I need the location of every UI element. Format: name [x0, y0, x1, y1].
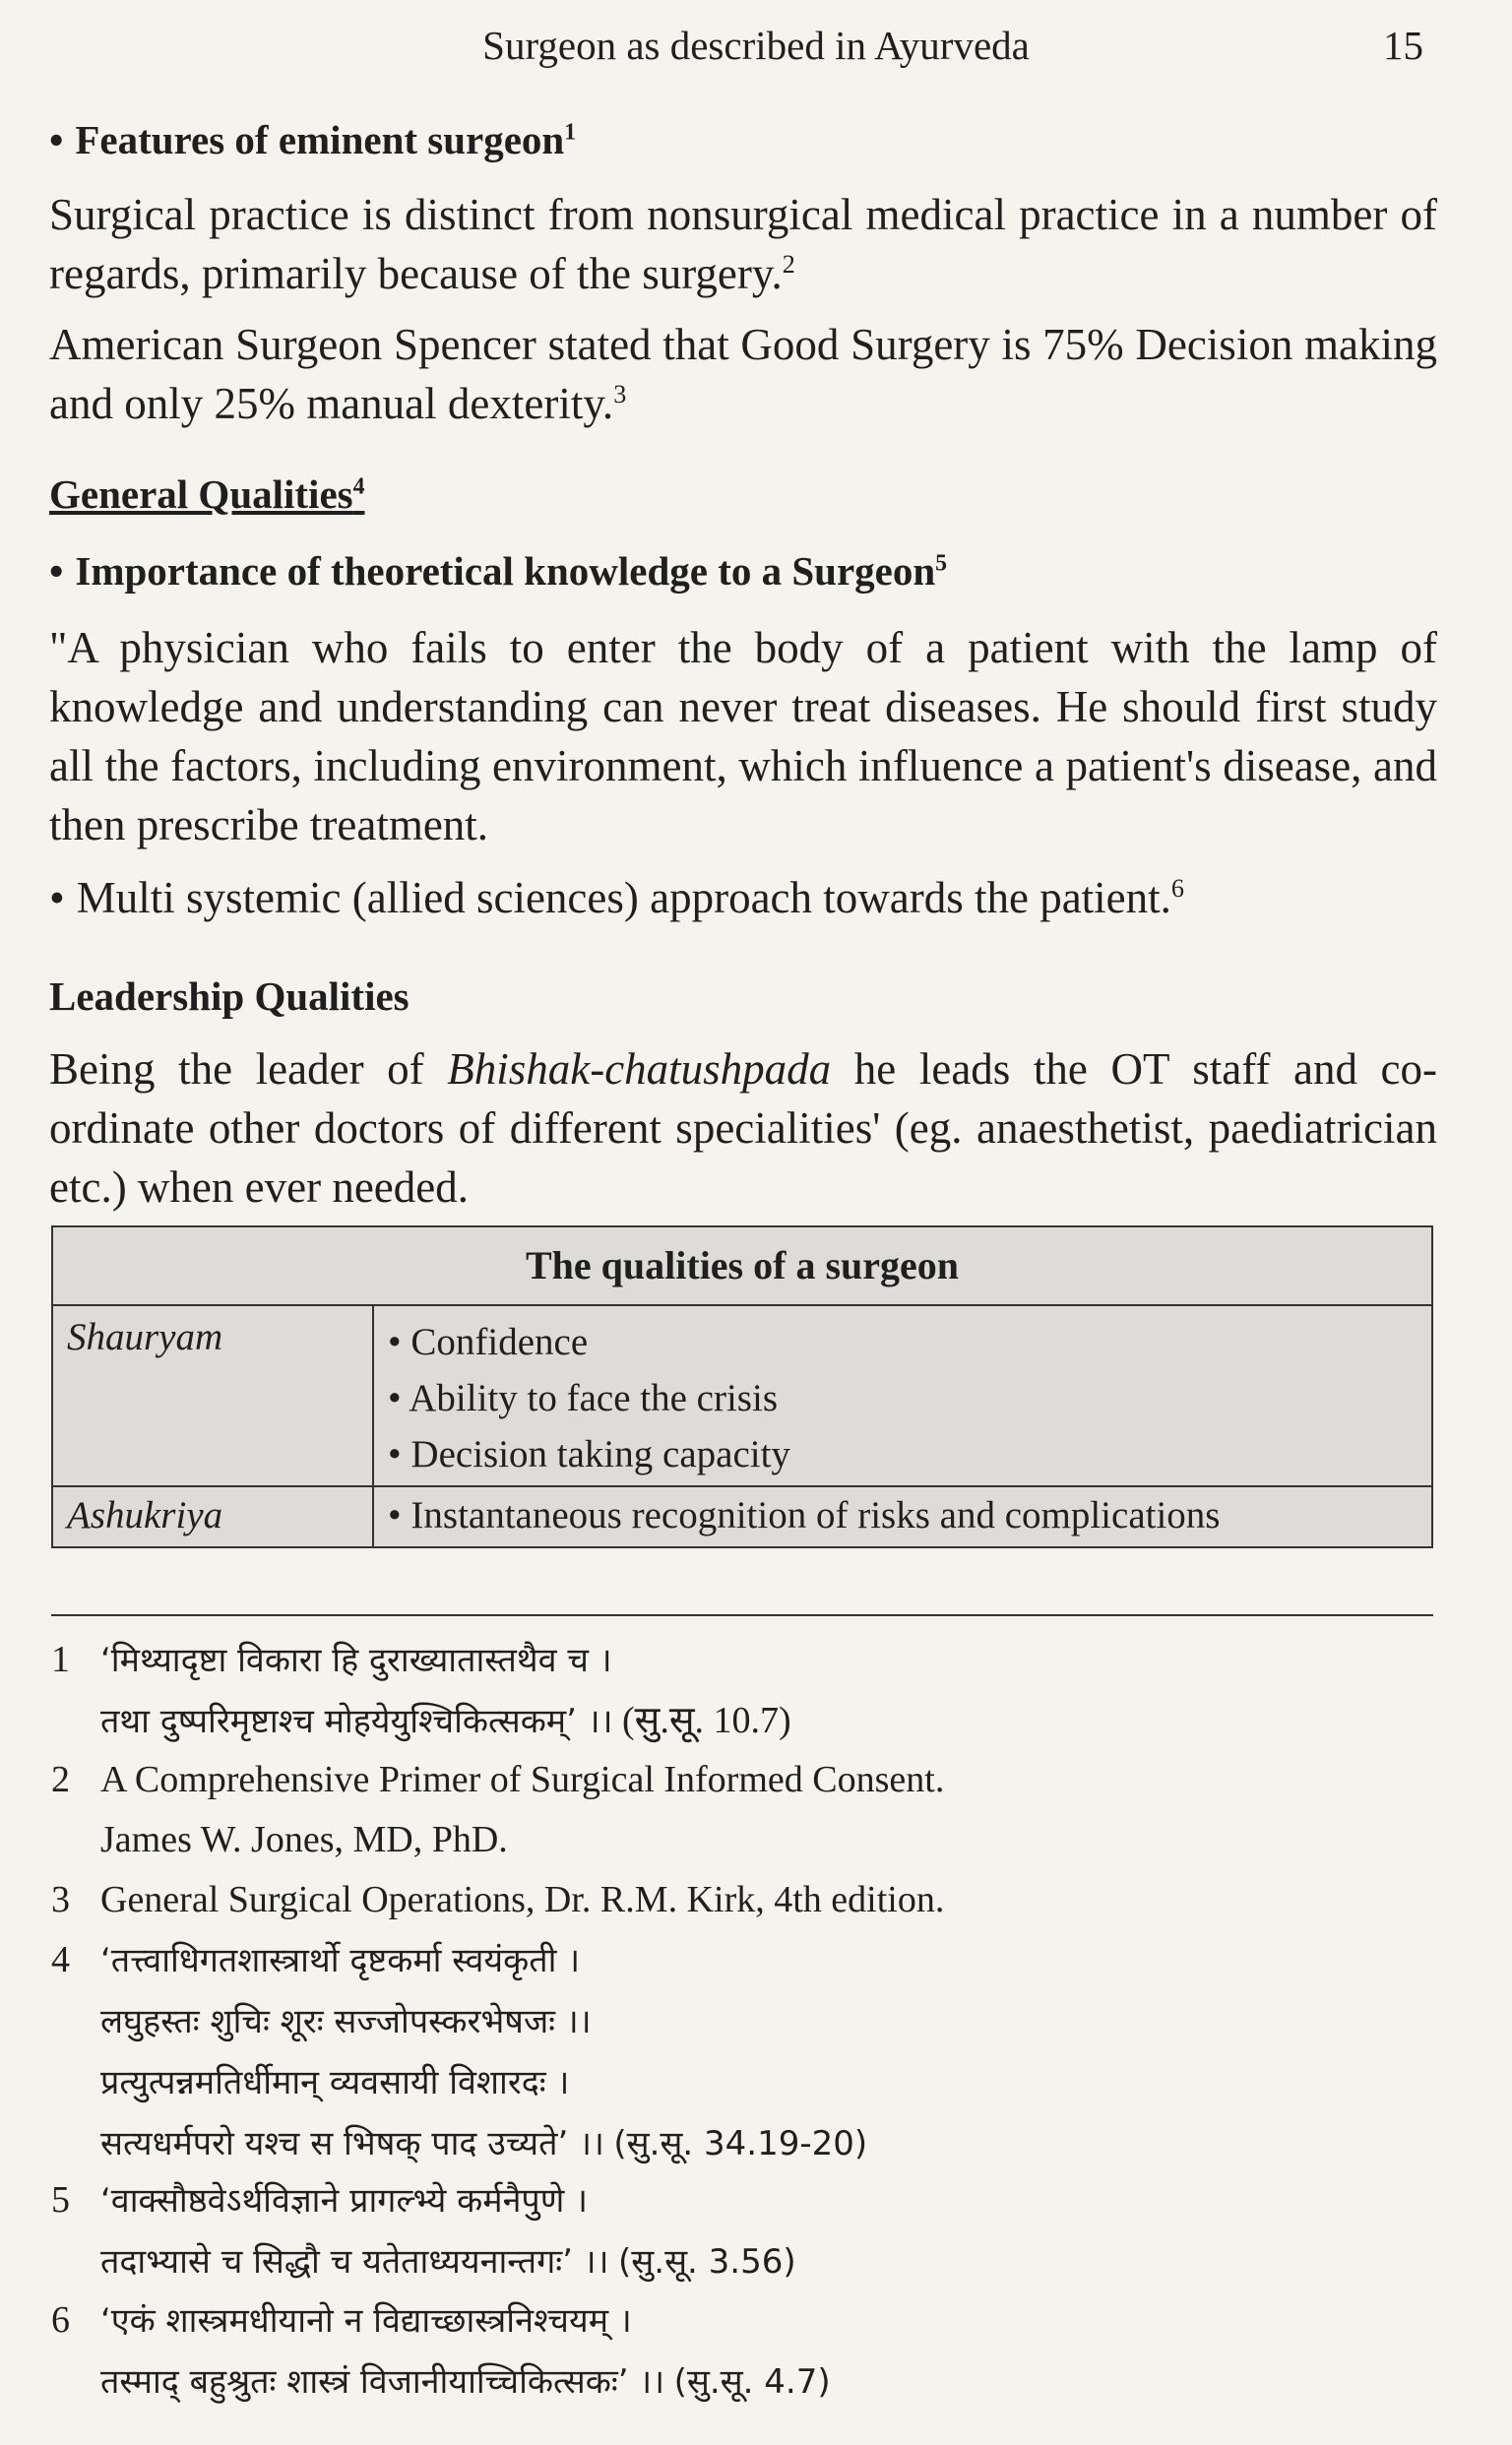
footnote-5: [51, 2170, 796, 2292]
footnote-4: [51, 1930, 867, 2174]
leadership-heading: Leadership Qualities: [49, 973, 410, 1019]
paragraph-text: Surgical practice is distinct from nonsurgical medical practice in a number of regards, primarily because of the surgery.: [49, 190, 1437, 298]
footnote-line: General Surgical Operations, Dr. R.M. Kirk, 4th edition.: [100, 1879, 945, 1920]
footnote-number: 1: [51, 1639, 70, 1680]
theoretical-knowledge-heading: [49, 547, 947, 595]
multi-systemic-bullet: [49, 868, 1437, 927]
table-term: Ashukriya: [53, 1485, 374, 1546]
bullet-icon: •: [49, 548, 64, 594]
footnote-line: ‘मिथ्यादृष्टा विकारा हि दुराख्यातास्तथैव च ।: [100, 1641, 612, 1680]
footnote-source: (सु.सू. 3.56): [618, 2242, 796, 2282]
footnote-source: (सु.सू. 34.19-20): [613, 2124, 868, 2163]
page-number: 15: [1383, 23, 1423, 68]
footnote-source: (सु.सू. 4.7): [673, 2362, 831, 2402]
leadership-italic-term: Bhishak-chatushpada: [447, 1044, 832, 1094]
table-title: The qualities of a surgeon: [53, 1227, 1431, 1306]
footnote-number: 2: [51, 1759, 70, 1800]
footnote-number: 5: [51, 2179, 70, 2221]
footnote-line: तथा दुष्परिमृष्टाश्च मोहयेयुश्चिकित्सकम्’ ।।: [100, 1702, 613, 1741]
footnote-line: A Comprehensive Primer of Surgical Informed Consent.: [100, 1759, 945, 1800]
footnote-divider: [51, 1614, 1433, 1616]
paragraph-spencer: [49, 315, 1437, 433]
table-item-text: Decision taking capacity: [410, 1433, 790, 1475]
features-heading: [49, 116, 576, 163]
running-title: Surgeon as described in Ayurveda: [482, 23, 1030, 68]
footnote-6: [51, 2290, 831, 2413]
footnote-source: (सु.सू. 10.7): [622, 1700, 791, 1741]
footnote-line: प्रत्युत्पन्नमतिर्धीमान् व्यवसायी विशारदः ।: [100, 2063, 570, 2102]
footnote-2: [51, 1750, 944, 1870]
features-heading-text: Features of eminent surgeon: [75, 117, 565, 162]
table-items: [388, 1314, 1421, 1482]
bullet-text: Multi systemic (allied sciences) approach towards the patient.: [76, 873, 1171, 922]
footnote-3: [51, 1870, 944, 1930]
table-items: [388, 1487, 1421, 1543]
footnote-ref: 6: [1170, 874, 1184, 903]
table-item: • Confidence: [388, 1321, 589, 1363]
table-item-text: Instantaneous recognition of risks and complications: [410, 1494, 1221, 1536]
leadership-text: he leads the OT staff and co-ordinate other doctors of different specialities' (eg. anaesthetist, paediatrician etc.) when ever needed.: [49, 1044, 1437, 1212]
physician-quote: "A physician who fails to enter the body of a patient with the lamp of knowledge and understanding can never treat diseases. He should first study all the factors, including environment, which influence a patient's disease, and then prescribe treatment.: [49, 623, 1437, 849]
table-item: • Decision taking capacity: [388, 1433, 790, 1475]
footnote-number: 6: [51, 2299, 70, 2341]
general-qualities-text: General Qualities: [49, 471, 353, 517]
footnote-1: [51, 1630, 791, 1752]
table-item: • Instantaneous recognition of risks and complications: [388, 1494, 1221, 1536]
leadership-paragraph: [49, 1039, 1437, 1217]
table-row: [53, 1485, 1431, 1546]
bullet-icon: •: [49, 117, 64, 162]
table-item-text: Ability to face the crisis: [409, 1377, 778, 1419]
footnote-line: ‘वाक्सौष्ठवेऽर्थविज्ञाने प्रागल्भ्ये कर्मनैपुणे ।: [100, 2181, 589, 2221]
leadership-text: Being the leader of: [49, 1044, 448, 1094]
footnote-line: सत्यधर्मपरो यश्च स भिषक् पाद उच्यते’ ।।: [100, 2124, 604, 2163]
footnote-number: 3: [51, 1879, 70, 1920]
footnote-ref: 5: [935, 550, 948, 577]
footnote-line: ‘तत्त्वाधिगतशास्त्रार्थो दृष्टकर्मा स्वयंकृती ।: [100, 1941, 581, 1980]
footnote-ref: 4: [352, 473, 365, 500]
footnote-line: लघुहस्तः शुचिः शूरः सज्जोपस्करभेषजः ।।: [100, 2002, 592, 2041]
paragraph-surgical-practice: [49, 185, 1437, 303]
table-term: Shauryam: [53, 1304, 374, 1485]
qualities-table: [51, 1225, 1433, 1548]
general-qualities-heading: [49, 470, 365, 518]
theoretical-knowledge-text: Importance of theoretical knowledge to a Surgeon: [75, 548, 936, 594]
footnote-line: तस्माद् बहुश्रुतः शास्त्रं विजानीयाच्चिकित्सकः’ ।।: [100, 2362, 665, 2402]
footnote-ref: 1: [564, 119, 577, 146]
footnote-line: James W. Jones, MD, PhD.: [100, 1819, 508, 1860]
footnote-line: ‘एकं शास्त्रमधीयानो न विद्याच्छास्त्रनिश्चयम् ।: [100, 2301, 632, 2341]
table-item-text: Confidence: [410, 1321, 589, 1363]
table-row: [53, 1304, 1431, 1487]
footnote-ref: 3: [613, 380, 627, 408]
bullet-icon: •: [49, 873, 65, 922]
footnote-number: 4: [51, 1939, 70, 1980]
paragraph-text: American Surgeon Spencer stated that Good Surgery is 75% Decision making and only 25% manual dexterity.: [49, 320, 1437, 428]
table-item: • Ability to face the crisis: [388, 1377, 778, 1419]
footnote-line: तदाभ्यासे च सिद्धौ च यतेताध्ययनान्तगः’ ।।: [100, 2242, 609, 2282]
footnote-ref: 2: [782, 250, 795, 279]
